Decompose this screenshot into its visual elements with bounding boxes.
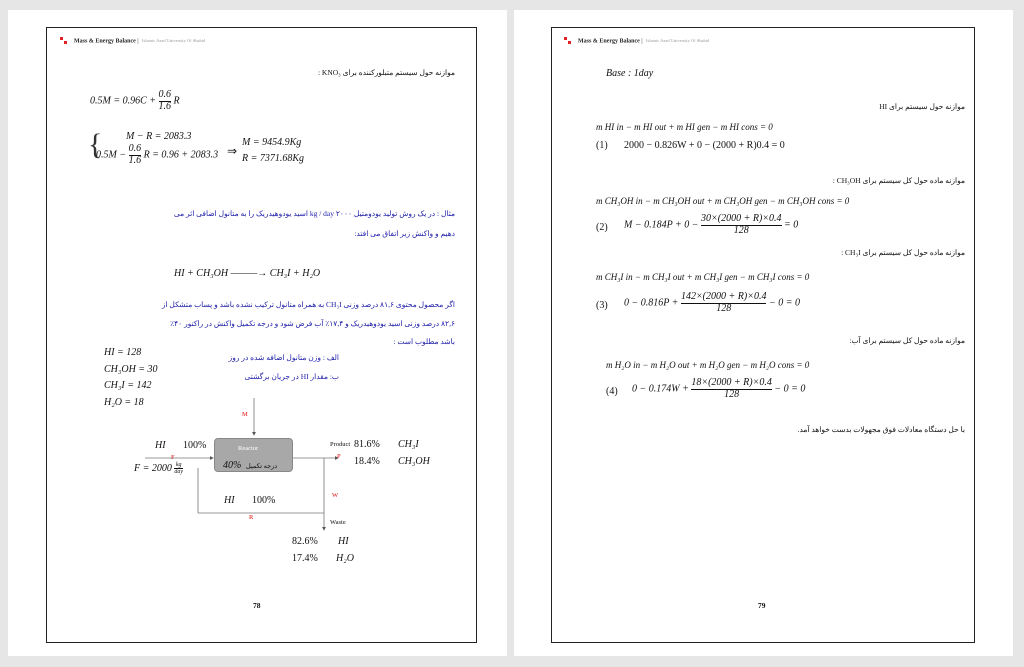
- page-border: [551, 27, 975, 643]
- page-header: Mass & Energy Balance | Islamic Azad University Of Shahid: [60, 37, 205, 45]
- conversion-value: 40%: [223, 460, 242, 471]
- eq1-frac-num: 0.6: [158, 89, 171, 100]
- eq1-frac-den: 1.6: [158, 100, 171, 112]
- hi-eq-number: (1): [596, 140, 608, 151]
- university-logo-icon: [564, 37, 572, 45]
- water-fraction: [691, 378, 772, 400]
- sys-frac-num: 0.6: [128, 143, 142, 154]
- mw-ch3oh: CH₃OH = 30: [104, 364, 158, 375]
- question-a: الف : وزن متانول اضافه شده در روز: [228, 353, 339, 362]
- page-78: [8, 10, 507, 656]
- ch3i-frac-num: 142×(2000 + R)×0.4: [680, 291, 767, 302]
- meoh-pre: M − 0.184P + 0 −: [624, 219, 699, 231]
- hi-general-equation: m HI in − m HI out + m HI gen − m HI cons = 0: [596, 122, 773, 132]
- recycle-hi: HI: [224, 495, 235, 506]
- reactor-label: Reactor: [238, 445, 259, 452]
- header-subtitle: Islamic Azad University Of Shahid: [646, 38, 710, 44]
- header-title: Mass & Energy Balance: [578, 38, 640, 45]
- ch3i-post: − 0 = 0: [768, 297, 800, 309]
- water-general-equation: m H₂O in − m H₂O out + m H₂O gen − m H₂O cons = 0: [606, 360, 810, 370]
- water-frac-num: 18×(2000 + R)×0.4: [691, 377, 772, 388]
- page-header: Mass & Energy Balance | Islamic Azad University Of Shahid: [564, 37, 709, 45]
- implies-arrow: ⇒: [227, 144, 238, 158]
- conversion-label: درجه تکمیل: [246, 463, 278, 470]
- feed-rate-unit: [174, 462, 183, 476]
- water-substituted-equation: [632, 378, 805, 400]
- meoh-frac-den: 128: [701, 225, 782, 237]
- system-line-1: M − R = 2083.3: [126, 131, 192, 142]
- sys-line2-post: R = 0.96 + 2083.3: [143, 149, 219, 161]
- water-heading: موازنه ماده حول کل سیستم برای آب:: [849, 336, 965, 345]
- system-brace: {: [88, 128, 103, 161]
- ch3i-heading: موازنه ماده حول کل سیستم برای CH₃I :: [841, 248, 965, 257]
- header-title: Mass & Energy Balance: [74, 38, 136, 45]
- waste-comp-1: HI: [338, 536, 349, 547]
- water-pre: 0 − 0.174W +: [632, 383, 689, 395]
- stream-f-label: F: [171, 454, 175, 461]
- product-pct-2: 18.4%: [354, 456, 380, 467]
- page-number: 78: [253, 601, 261, 610]
- ch3i-substituted-equation: [624, 292, 800, 314]
- water-post: − 0 = 0: [774, 383, 806, 395]
- feed-unit-num: kg: [175, 462, 182, 468]
- result-r: R = 7371.68Kg: [242, 153, 305, 164]
- ch3i-general-equation: m CH₃I in − m CH₃I out + m CH₃I gen − m CH₃I cons = 0: [596, 272, 810, 282]
- ch3i-frac-den: 128: [681, 303, 767, 315]
- ch3i-pre: 0 − 0.816P +: [624, 297, 679, 309]
- page-number: 79: [758, 601, 766, 610]
- feed-rate: [134, 462, 183, 476]
- paragraph-line-3: باشد مطلوب است :: [393, 337, 455, 346]
- hi-substituted-equation: 2000 − 0.826W + 0 − (2000 + R)0.4 = 0: [624, 140, 785, 151]
- meoh-substituted-equation: [624, 214, 798, 236]
- paragraph-line-1: اگر محصول محتوی ۸۱,۶ درصد وزنی CH₃I به همراه متانول ترکیب نشده باشد و پساب متشکل از: [161, 300, 455, 309]
- page-79: [514, 10, 1013, 656]
- water-eq-number: (4): [606, 386, 618, 397]
- stream-p-label: P: [337, 453, 341, 460]
- reaction-equation: HI + CH₃OH ———→ CH₃I + H₂O: [174, 268, 321, 279]
- ch3i-eq-number: (3): [596, 300, 608, 311]
- product-pct-1: 81.6%: [354, 439, 380, 450]
- product-comp-2: CH₃OH: [398, 456, 430, 467]
- result-m: M = 9454.9Kg: [242, 137, 302, 148]
- sys-line2-pre: 0.5M −: [96, 149, 127, 161]
- waste-comp-2: H₂O: [336, 553, 354, 564]
- question-b: ب: مقدار HI در جریان برگشتی: [244, 372, 339, 381]
- feed-hi-pct: 100%: [183, 440, 207, 451]
- mw-h2o: H₂O = 18: [104, 397, 144, 408]
- ch3i-fraction: [681, 292, 767, 314]
- stream-m-label: M: [242, 411, 248, 418]
- example-line-2: دهیم و واکنش زیر اتفاق می افتد:: [354, 229, 455, 238]
- meoh-fraction: [701, 214, 782, 236]
- mw-ch3i: CH₃I = 142: [104, 380, 152, 391]
- waste-label: Waste: [330, 519, 346, 526]
- product-comp-1: CH₃I: [398, 439, 419, 450]
- product-label: Product: [330, 441, 351, 448]
- meoh-eq-number: (2): [596, 222, 608, 233]
- meoh-heading: موازنه ماده حول کل سیستم برای CH₃OH :: [832, 176, 965, 185]
- feed-hi: HI: [155, 440, 166, 451]
- example-line-1: مثال : در یک روش تولید یودومتیل ۲۰۰۰ kg / day اسید یودوهیدریک را به متانول اضافی اثر می: [173, 209, 455, 218]
- sys-frac-den: 1.6: [128, 154, 142, 166]
- feed-unit-den: day: [174, 469, 184, 476]
- feed-rate-eq: F = 2000: [134, 463, 172, 475]
- mw-hi: HI = 128: [104, 347, 142, 358]
- meoh-post: = 0: [784, 219, 799, 231]
- stream-w-label: W: [332, 492, 339, 499]
- header-subtitle: Islamic Azad University Of Shahid: [142, 38, 206, 44]
- meoh-frac-num: 30×(2000 + R)×0.4: [701, 213, 782, 224]
- recycle-pct: 100%: [252, 495, 276, 506]
- hi-heading: موازنه حول سیستم برای HI: [879, 102, 965, 111]
- stream-r-label: R: [249, 514, 254, 521]
- waste-pct-2: 17.4%: [292, 553, 318, 564]
- meoh-general-equation: m CH₃OH in − m CH₃OH out + m CH₃OH gen − m CH₃OH cons = 0: [596, 196, 850, 206]
- paragraph-line-2: ۸۲,۶ درصد وزنی اسید یودوهیدریک و ۱۷,۴٪ آب فرض شود و درجه تکمیل واکنش در راکتور ۴۰٪: [170, 319, 455, 328]
- conclusion-text: با حل دستگاه معادلات فوق مجهولات بدست خواهد آمد.: [797, 425, 965, 434]
- eq1-tail: R: [173, 95, 180, 107]
- water-frac-den: 128: [691, 389, 772, 401]
- waste-pct-1: 82.6%: [292, 536, 318, 547]
- base-basis: Base : 1day: [606, 68, 654, 79]
- knoe-heading: موازنه حول سیستم متبلورکننده برای KNO₃ :: [317, 68, 455, 77]
- eq1-lhs: 0.5M = 0.96C +: [90, 95, 156, 107]
- flow-diagram-lines: [8, 10, 507, 656]
